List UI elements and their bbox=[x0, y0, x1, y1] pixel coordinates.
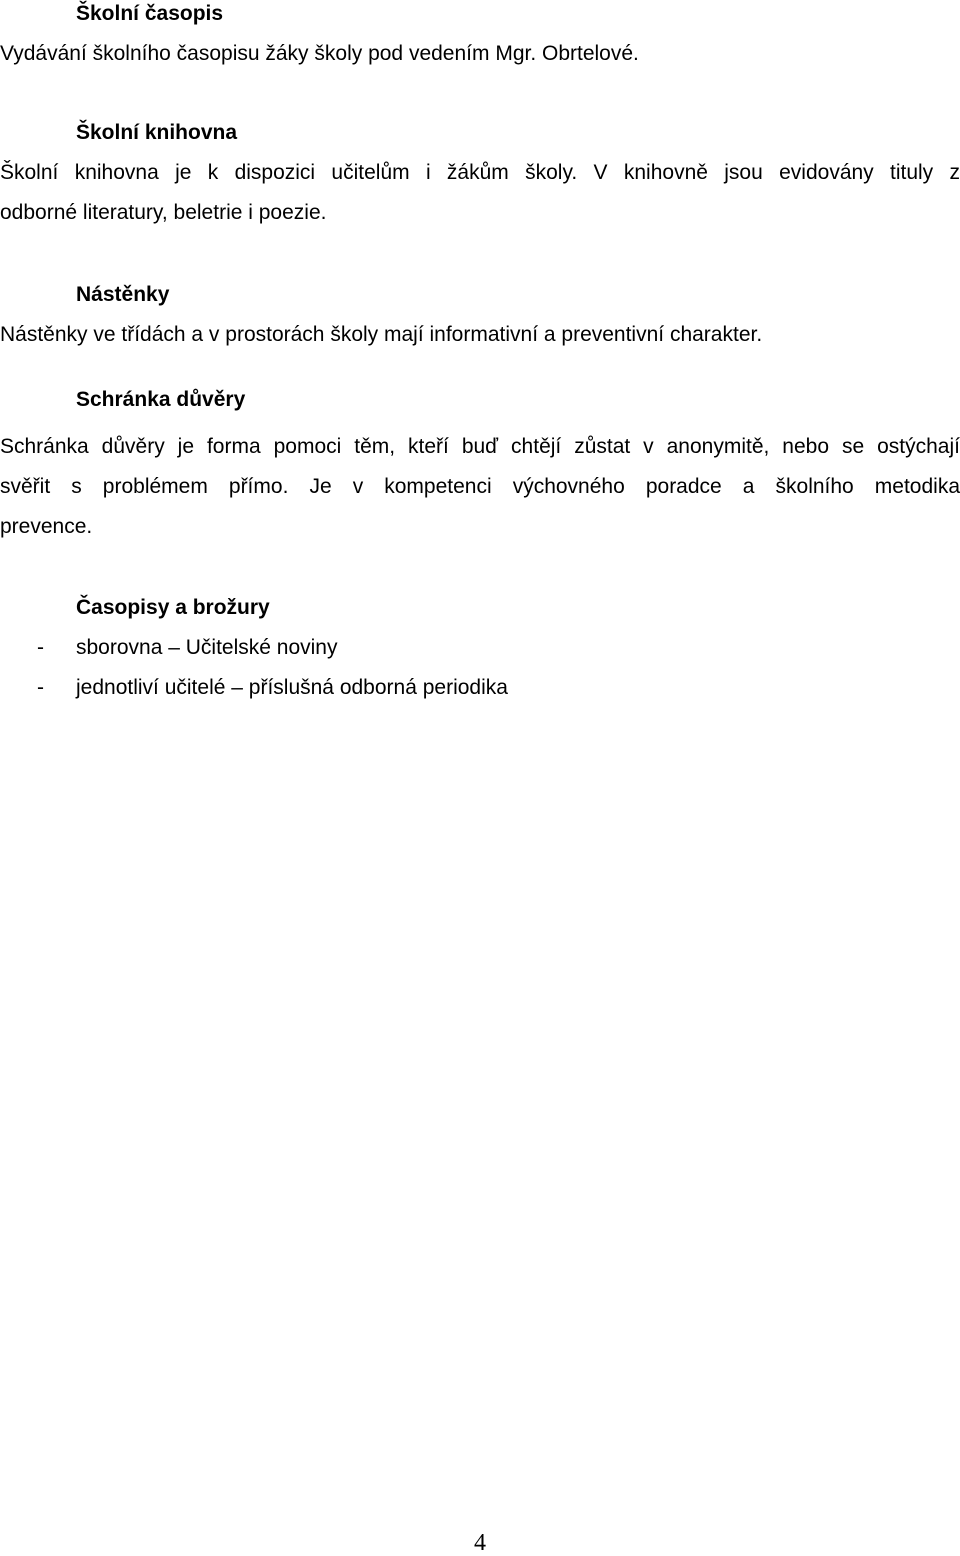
paragraph-schranka-line-3: prevence. bbox=[0, 515, 93, 538]
heading-skolni-knihovna: Školní knihovna bbox=[76, 121, 238, 144]
list-item: sborovna – Učitelské noviny bbox=[76, 636, 338, 659]
paragraph-schranka-line-1: Schránka důvěry je forma pomoci těm, kteří buď chtějí zůstat v anonymitě, nebo se ostýchají bbox=[0, 435, 960, 458]
list-item: jednotliví učitelé – příslušná odborná periodika bbox=[76, 676, 508, 699]
heading-nastenky: Nástěnky bbox=[76, 283, 170, 306]
paragraph-schranka-line-2: svěřit s problémem přímo. Je v kompetenci výchovného poradce a školního metodika bbox=[0, 475, 960, 498]
paragraph-skolni-casopis: Vydávání školního časopisu žáky školy pod vedením Mgr. Obrtelové. bbox=[0, 42, 639, 65]
heading-schranka-duvery: Schránka důvěry bbox=[76, 388, 246, 411]
paragraph-skolni-knihovna-line-2: odborné literatury, beletrie i poezie. bbox=[0, 201, 327, 224]
heading-casopisy-a-brozury: Časopisy a brožury bbox=[76, 596, 270, 619]
heading-skolni-casopis: Školní časopis bbox=[76, 2, 224, 25]
list-bullet: - bbox=[37, 676, 44, 699]
list-bullet: - bbox=[37, 636, 44, 659]
paragraph-skolni-knihovna-line-1: Školní knihovna je k dispozici učitelům i žákům školy. V knihovně jsou evidovány tituly z bbox=[0, 161, 960, 184]
page-number: 4 bbox=[474, 1530, 486, 1556]
paragraph-nastenky: Nástěnky ve třídách a v prostorách školy mají informativní a preventivní charakter. bbox=[0, 323, 763, 346]
